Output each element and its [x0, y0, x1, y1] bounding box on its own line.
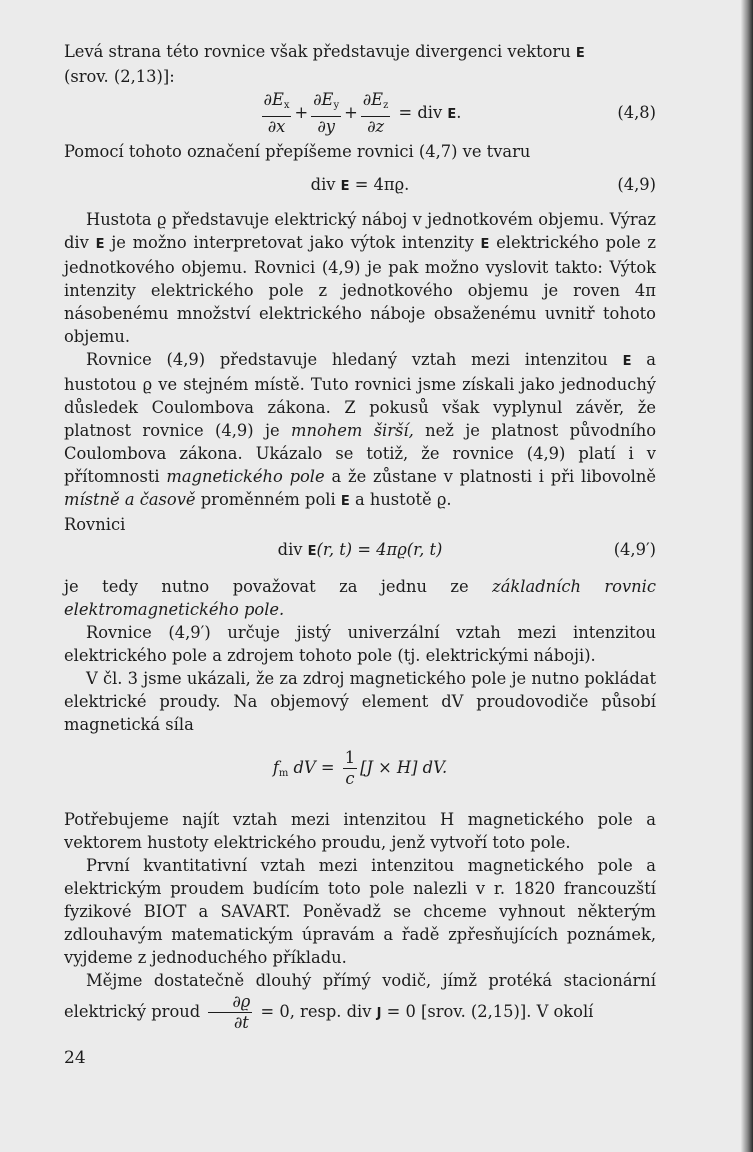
paragraph-7: V čl. 3 jsme ukázali, že za zdroj magnetického pole je nutno pokládat elektrické proudy. Na objemový element dV proudovodiče působí magnetická síla — [64, 669, 656, 734]
paragraph-1: Levá strana této rovnice však představuje divergenci vektoru E (srov. (2,13)]: — [64, 42, 585, 86]
paragraph-6: Rovnice (4,9′) určuje jistý univerzální vztah mezi intenzitou elektrického pole a zdrojem tohoto pole (tj. elektrickými náboji). — [64, 623, 656, 665]
paragraph-10: Mějme dostatečně dlouhý přímý vodič, jímž protéká stacionární elektrický proud $\frac{\partial ϱ}{\partial t}$ = 0, resp. div J = 0 [srov. (2,15)]. V okolí — [64, 971, 656, 1032]
equation-4-9: div E = 4πϱ. (4,9) — [310, 175, 656, 194]
paragraph-8: Potřebujeme najít vztah mezi intenzitou H magnetického pole a vektorem hustoty elektrického proudu, jenž vytvoří toto pole. — [64, 810, 656, 852]
equation-number: (4,8) — [617, 103, 656, 122]
paragraph-9: První kvantitativní vztah mezi intenzitou magnetického pole a elektrickým proudem budícím toto pole nalezli v r. 1820 francouzští fyzikové BIOT a SAVART. Poněvadž se chceme vyhnout některým zdlouhavým matematickým úpravám a řadě zpřesňujících poznámek, vyjdeme z jednoduchého příkladu. — [64, 856, 656, 967]
equation-number: (4,9) — [617, 175, 656, 194]
equation-number: (4,9′) — [613, 540, 656, 559]
paragraph-2: Pomocí tohoto označení přepíšeme rovnici (4,7) ve tvaru — [64, 142, 531, 161]
paragraph-5: je tedy nutno považovat za jednu ze základních rovnic elektromagnetického pole. — [64, 577, 656, 619]
equation-4-8: $\frac{\partial E_x}{\partial x}$ + $\frac{\partial E_y}{\partial y}$ + $\frac{\partial E_z}{\partial z}$ = div E. (4,8) — [263, 90, 656, 136]
paragraph-4: Rovnice (4,9) představuje hledaný vztah mezi intenzitou E a hustotou ϱ ve stejném místě. Tuto rovnici jsme získali jako jednoduchý důsledek Coulombova zákona. Z pokusů však vyplynul závěr, že platnost rovnice (4,9) je mnohem širší, než je platnost původního Coulombova zákona. Ukázalo se totiž, že rovnice (4,9) platí i v přítomnosti magnetického pole a že zůstane v platnosti i při libovolně místně a časově proměnném poli E a hustotě ϱ. Rovnici — [64, 350, 656, 534]
page-number: 24 — [64, 1048, 86, 1068]
equation-magnetic-force: $f_m$ dV = $\frac{1}{c}$ [J × H] dV. — [272, 748, 448, 788]
page-edge — [741, 0, 753, 1152]
equation-4-9-prime: div E(r, t) = 4πϱ(r, t) (4,9′) — [277, 540, 656, 559]
paragraph-3: Hustota ϱ představuje elektrický náboj v jednotkovém objemu. Výraz div E je možno interpretovat jako výtok intenzity E elektrického pole z jednotkového objemu. Rovnici (4,9) je pak možno vyslovit takto: Výtok intenzity elektrického pole z jednotkového objemu je roven 4π násobenému množství elektrického náboje obsaženému uvnitř tohoto objemu. — [64, 210, 657, 346]
page-body — [64, 40, 656, 1033]
